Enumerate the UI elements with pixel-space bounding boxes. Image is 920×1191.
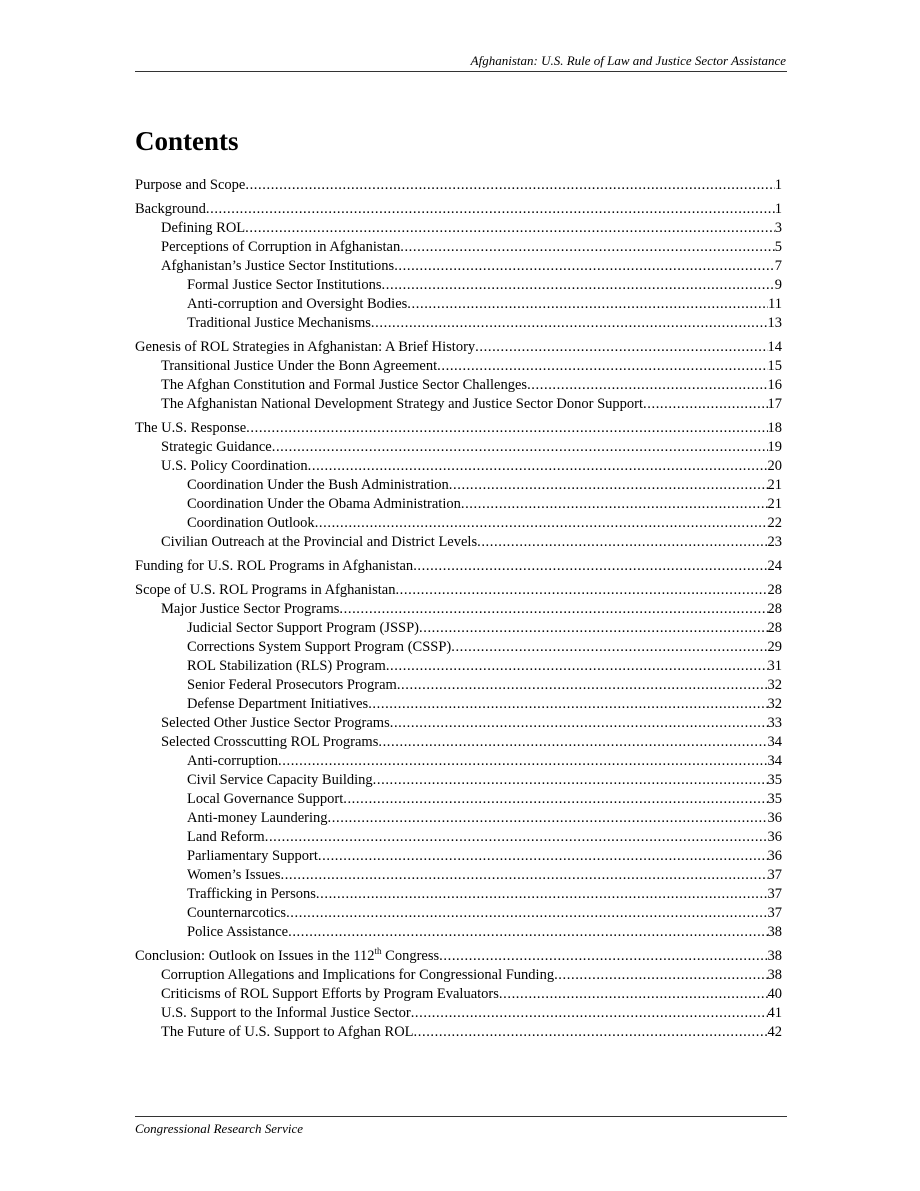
dot-leader: [286, 904, 767, 923]
toc-page-number: 14: [767, 339, 782, 355]
toc-entry[interactable]: [135, 947, 782, 966]
toc-page-number: 21: [767, 496, 782, 512]
toc-entry-title: Anti-money Laundering: [187, 810, 328, 826]
toc-entry[interactable]: [135, 904, 782, 923]
toc-entry[interactable]: [135, 714, 782, 733]
toc-entry[interactable]: [135, 438, 782, 457]
dot-leader: [643, 395, 767, 414]
toc-entry[interactable]: [135, 638, 782, 657]
dot-leader: [278, 752, 767, 771]
dot-leader: [499, 985, 768, 1004]
toc-page-number: 38: [767, 967, 782, 983]
toc-entry-title: Judicial Sector Support Program (JSSP): [187, 620, 419, 636]
dot-leader: [390, 714, 768, 733]
toc-entry-title: Coordination Under the Bush Administration: [187, 477, 449, 493]
toc-page-number: 38: [767, 948, 782, 964]
toc-entry[interactable]: [135, 395, 782, 414]
dot-leader: [477, 533, 767, 552]
dot-leader: [316, 885, 768, 904]
toc-entry-title: Civilian Outreach at the Provincial and District Levels: [161, 534, 478, 550]
dot-leader: [400, 238, 775, 257]
dot-leader: [206, 200, 775, 219]
toc-page-number: 32: [767, 696, 782, 712]
toc-page-number: 24: [767, 558, 782, 574]
dot-leader: [339, 600, 767, 619]
toc-entry[interactable]: [135, 676, 782, 695]
toc-entry[interactable]: [135, 1004, 782, 1023]
toc-entry[interactable]: [135, 200, 782, 219]
toc-page-number: 32: [767, 677, 782, 693]
toc-page-number: 34: [767, 753, 782, 769]
toc-page-number: 23: [767, 534, 782, 550]
toc-entry[interactable]: [135, 476, 782, 495]
toc-page-number: 41: [767, 1005, 782, 1021]
toc-entry[interactable]: [135, 985, 782, 1004]
dot-leader: [411, 1004, 768, 1023]
dot-leader: [386, 657, 768, 676]
toc-page-number: 21: [767, 477, 782, 493]
toc-entry[interactable]: [135, 885, 782, 904]
toc-entry-title: Funding for U.S. ROL Programs in Afghanistan: [135, 558, 414, 574]
dot-leader: [394, 257, 775, 276]
dot-leader: [265, 828, 768, 847]
toc-page-number: 37: [767, 886, 782, 902]
toc-entry-title: Conclusion: Outlook on Issues in the 112th Congress: [135, 946, 440, 964]
toc-entry-title: Coordination Outlook: [187, 515, 315, 531]
toc-entry-title: Criticisms of ROL Support Efforts by Program Evaluators: [161, 986, 499, 1002]
dot-leader: [272, 438, 768, 457]
running-footer: Congressional Research Service: [135, 1121, 303, 1136]
dot-leader: [245, 219, 775, 238]
toc-entry[interactable]: [135, 219, 782, 238]
toc-entry-title: Trafficking in Persons: [187, 886, 316, 902]
toc-entry[interactable]: [135, 357, 782, 376]
toc-entry-title: Anti-corruption and Oversight Bodies: [187, 296, 408, 312]
toc-entry[interactable]: [135, 847, 782, 866]
toc-entry[interactable]: [135, 600, 782, 619]
toc-entry[interactable]: [135, 514, 782, 533]
toc-page-number: 31: [767, 658, 782, 674]
toc-page-number: 36: [767, 810, 782, 826]
toc-entry-title: Perceptions of Corruption in Afghanistan: [161, 239, 401, 255]
dot-leader: [395, 581, 767, 600]
toc-entry-title: Counternarcotics: [187, 905, 287, 921]
toc-entry-title: Afghanistan’s Justice Sector Institutions: [161, 258, 395, 274]
dot-leader: [413, 557, 767, 576]
toc-entry-title: Land Reform: [187, 829, 265, 845]
toc-page-number: 35: [767, 772, 782, 788]
dot-leader: [371, 314, 768, 333]
toc-entry[interactable]: [135, 419, 782, 438]
toc-page-number: 36: [767, 848, 782, 864]
toc-entry-title: Women’s Issues: [187, 867, 281, 883]
toc-entry-title: Transitional Justice Under the Bonn Agreement: [161, 358, 438, 374]
toc-entry-title: The Future of U.S. Support to Afghan ROL: [161, 1024, 414, 1040]
toc-entry-title: The Afghan Constitution and Formal Justice Sector Challenges: [161, 377, 528, 393]
toc-page-number: 37: [767, 867, 782, 883]
running-header: Afghanistan: U.S. Rule of Law and Justice Sector Assistance: [470, 53, 786, 68]
dot-leader: [397, 676, 768, 695]
toc-entry[interactable]: [135, 619, 782, 638]
toc-page-number: 13: [767, 315, 782, 331]
toc-page-number: 40: [767, 986, 782, 1002]
dot-leader: [527, 376, 767, 395]
toc-entry[interactable]: [135, 966, 782, 985]
toc-entry-title: Police Assistance: [187, 924, 289, 940]
toc-entry[interactable]: [135, 257, 782, 276]
dot-leader: [414, 1023, 768, 1042]
toc-entry[interactable]: [135, 923, 782, 942]
toc-entry-title: ROL Stabilization (RLS) Program: [187, 658, 386, 674]
toc-entry-title: Parliamentary Support: [187, 848, 318, 864]
toc-page-number: 37: [767, 905, 782, 921]
toc-entry[interactable]: [135, 376, 782, 395]
dot-leader: [554, 966, 767, 985]
toc-entry[interactable]: [135, 828, 782, 847]
toc-entry-title: Defining ROL: [161, 220, 246, 236]
dot-leader: [407, 295, 768, 314]
dot-leader: [461, 495, 768, 514]
dot-leader: [328, 809, 768, 828]
table-of-contents: [135, 176, 782, 1042]
toc-page-number: 28: [767, 582, 782, 598]
toc-entry[interactable]: [135, 752, 782, 771]
toc-entry-title: Corrections System Support Program (CSSP): [187, 639, 452, 655]
toc-page-number: 7: [774, 258, 782, 274]
dot-leader: [288, 923, 767, 942]
toc-entry-title: U.S. Support to the Informal Justice Sector: [161, 1005, 411, 1021]
toc-page-number: 42: [767, 1024, 782, 1040]
toc-page-number: 22: [767, 515, 782, 531]
toc-page-number: 5: [774, 239, 782, 255]
toc-entry[interactable]: [135, 238, 782, 257]
toc-entry-title: Senior Federal Prosecutors Program: [187, 677, 397, 693]
toc-entry-title: Formal Justice Sector Institutions: [187, 277, 382, 293]
toc-entry-title: Local Governance Support: [187, 791, 344, 807]
toc-page-number: 33: [767, 715, 782, 731]
toc-page-number: 28: [767, 620, 782, 636]
dot-leader: [246, 419, 767, 438]
toc-page-number: 20: [767, 458, 782, 474]
toc-entry[interactable]: [135, 338, 782, 357]
toc-entry-title: Defense Department Initiatives: [187, 696, 369, 712]
toc-entry[interactable]: [135, 314, 782, 333]
footer-rule: [135, 1116, 787, 1117]
toc-entry-title: Coordination Under the Obama Administration: [187, 496, 461, 512]
dot-leader: [449, 476, 768, 495]
toc-entry[interactable]: [135, 1023, 782, 1042]
toc-entry[interactable]: [135, 495, 782, 514]
page-title: Contents: [135, 126, 239, 156]
toc-entry-title: Purpose and Scope: [135, 177, 246, 193]
toc-page-number: 19: [767, 439, 782, 455]
toc-entry-title: Anti-corruption: [187, 753, 279, 769]
toc-page-number: 34: [767, 734, 782, 750]
toc-entry-title: U.S. Policy Coordination: [161, 458, 308, 474]
toc-entry[interactable]: [135, 733, 782, 752]
toc-entry-title: Background: [135, 201, 206, 217]
dot-leader: [315, 514, 768, 533]
toc-entry-title: The Afghanistan National Development Strategy and Justice Sector Donor Support: [161, 396, 644, 412]
dot-leader: [439, 947, 767, 966]
toc-page-number: 1: [774, 177, 782, 193]
toc-entry-title: Civil Service Capacity Building: [187, 772, 373, 788]
toc-entry[interactable]: [135, 295, 782, 314]
dot-leader: [382, 276, 775, 295]
toc-entry-title: Selected Crosscutting ROL Programs: [161, 734, 379, 750]
header-rule: [135, 71, 787, 72]
toc-page-number: 9: [774, 277, 782, 293]
toc-entry[interactable]: [135, 771, 782, 790]
toc-entry-title: Strategic Guidance: [161, 439, 272, 455]
dot-leader: [451, 638, 767, 657]
toc-entry[interactable]: [135, 581, 782, 600]
toc-page-number: 35: [767, 791, 782, 807]
toc-entry-title: Major Justice Sector Programs: [161, 601, 340, 617]
toc-entry[interactable]: [135, 809, 782, 828]
toc-entry[interactable]: [135, 695, 782, 714]
toc-page-number: 36: [767, 829, 782, 845]
dot-leader: [373, 771, 768, 790]
dot-leader: [318, 847, 768, 866]
toc-page-number: 11: [768, 296, 782, 312]
toc-entry[interactable]: [135, 557, 782, 576]
toc-page-number: 28: [767, 601, 782, 617]
toc-page-number: 18: [767, 420, 782, 436]
toc-page-number: 3: [774, 220, 782, 236]
toc-entry-title: Scope of U.S. ROL Programs in Afghanistan: [135, 582, 396, 598]
dot-leader: [378, 733, 767, 752]
toc-page-number: 15: [767, 358, 782, 374]
toc-entry[interactable]: [135, 533, 782, 552]
toc-entry-title: The U.S. Response: [135, 420, 247, 436]
toc-entry-title: Selected Other Justice Sector Programs: [161, 715, 390, 731]
toc-entry[interactable]: [135, 457, 782, 476]
dot-leader: [475, 338, 767, 357]
toc-page-number: 17: [767, 396, 782, 412]
toc-page-number: 29: [767, 639, 782, 655]
dot-leader: [437, 357, 767, 376]
toc-entry[interactable]: [135, 866, 782, 885]
toc-entry-title: Corruption Allegations and Implications for Congressional Funding: [161, 967, 555, 983]
toc-page-number: 1: [774, 201, 782, 217]
toc-entry[interactable]: [135, 176, 782, 195]
toc-page-number: 38: [767, 924, 782, 940]
toc-page-number: 16: [767, 377, 782, 393]
toc-entry-title: Traditional Justice Mechanisms: [187, 315, 371, 331]
toc-entry[interactable]: [135, 657, 782, 676]
toc-entry[interactable]: [135, 790, 782, 809]
dot-leader: [343, 790, 767, 809]
dot-leader: [419, 619, 768, 638]
dot-leader: [245, 176, 774, 195]
dot-leader: [308, 457, 768, 476]
toc-entry[interactable]: [135, 276, 782, 295]
toc-entry-title: Genesis of ROL Strategies in Afghanistan: A Brief History: [135, 339, 476, 355]
dot-leader: [368, 695, 767, 714]
dot-leader: [280, 866, 767, 885]
